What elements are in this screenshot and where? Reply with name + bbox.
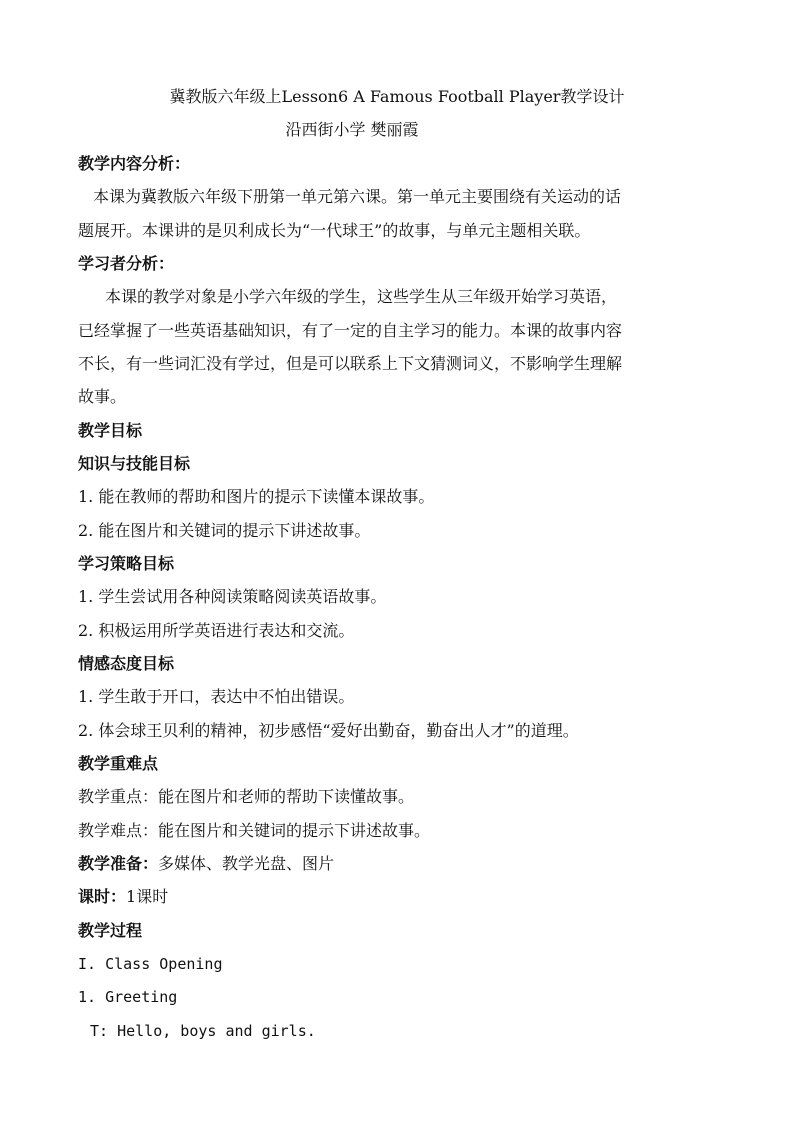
emotion-objectives-heading: 情感态度目标 [78,654,175,673]
knowledge-objective-item: 1. 能在教师的帮助和图片的提示下读懂本课故事。 [78,487,435,506]
strategy-objective-item: 1. 学生尝试用各种阅读策略阅读英语故事。 [78,587,387,606]
knowledge-objectives-heading: 知识与技能目标 [78,454,191,473]
content-analysis-line-1: 本课为冀教版六年级下册第一单元第六课。第一单元主要围绕有关运动的话 [93,187,622,206]
process-substep: 1. Greeting [78,988,178,1006]
period-label: 课时： [78,887,127,906]
process-step: I. Class Opening [78,955,223,973]
knowledge-objective-item: 2. 能在图片和关键词的提示下讲述故事。 [78,521,371,540]
difficult-point: 教学难点：能在图片和关键词的提示下讲述故事。 [78,821,431,840]
preparation-value: 多媒体、教学光盘、图片 [158,854,335,873]
preparation-line [78,853,334,875]
learner-analysis-heading: 学习者分析： [78,254,175,273]
preparation-label: 教学准备： [78,854,159,873]
content-analysis-heading: 教学内容分析： [78,154,191,173]
period-value: 1课时 [126,887,169,906]
period-line [78,886,168,908]
objectives-heading: 教学目标 [78,421,143,440]
strategy-objective-item: 2. 积极运用所学英语进行表达和交流。 [78,621,355,640]
strategy-objectives-heading: 学习策略目标 [78,554,175,573]
key-point: 教学重点：能在图片和老师的帮助下读懂故事。 [78,787,415,806]
emotion-objective-item: 2. 体会球王贝利的精神，初步感悟“爱好出勤奋，勤奋出人才”的道理。 [78,721,579,740]
emotion-objective-item: 1. 学生敢于开口，表达中不怕出错误。 [78,687,355,706]
dialog-line: T: Hello, boys and girls. [90,1022,316,1040]
key-points-heading: 教学重难点 [78,754,159,773]
learner-analysis-line-2: 已经掌握了一些英语基础知识，有了一定的自主学习的能力。本课的故事内容 [78,321,623,340]
learner-analysis-line-3: 不长，有一些词汇没有学过，但是可以联系上下文猜测词义，不影响学生理解 [78,354,623,373]
author-line: 沿西街小学 樊丽霞 [285,120,419,139]
process-heading: 教学过程 [78,921,143,940]
document-title: 冀教版六年级上Lesson6 A Famous Football Player教学设计 [169,87,625,106]
learner-analysis-line-1: 本课的教学对象是小学六年级的学生，这些学生从三年级开始学习英语， [105,287,618,306]
learner-analysis-line-4: 故事。 [78,387,127,406]
content-analysis-line-2: 题展开。本课讲的是贝利成长为“一代球王”的故事，与单元主题相关联。 [78,221,591,240]
